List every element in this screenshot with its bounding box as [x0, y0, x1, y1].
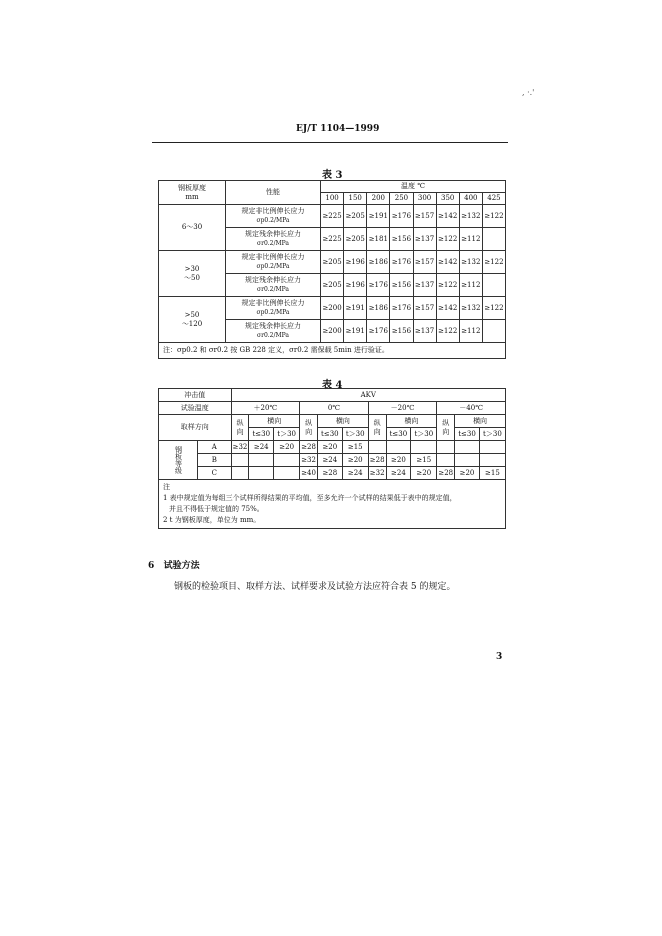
- t3-value: ≥205: [321, 251, 344, 274]
- t4-t-le30: t≤30: [317, 428, 342, 441]
- table-row: [159, 467, 506, 480]
- page-number: 3: [496, 652, 503, 662]
- t3-property: [226, 228, 321, 251]
- t4-value: ≥20: [342, 454, 368, 467]
- t3-value: ≥142: [436, 297, 459, 320]
- t4-temp: －20℃: [368, 402, 437, 415]
- table3: [158, 180, 506, 359]
- t4-value: ≥28: [300, 441, 318, 454]
- t3-value: ≥132: [459, 205, 482, 228]
- body-paragraph: 钢板的检验项目、取样方法、试样要求及试验方法应符合表 5 的规定。: [174, 582, 456, 592]
- t4-value: ≥24: [317, 454, 342, 467]
- t4-temp: 0℃: [300, 402, 369, 415]
- t3-property-symbol: σr0.2/MPa: [256, 332, 289, 339]
- t4-value: ≥20: [274, 441, 300, 454]
- t3-value: ≥156: [390, 274, 413, 297]
- t4-temp: －40℃: [437, 402, 506, 415]
- t4-longitudinal: 纵 向: [437, 415, 455, 441]
- t3-value: ≥176: [390, 297, 413, 320]
- t3-property: [226, 320, 321, 343]
- t4-transverse: 横向: [249, 415, 300, 428]
- t4-longitudinal: 纵 向: [231, 415, 249, 441]
- t4-t-gt30: t＞30: [274, 428, 300, 441]
- t3-temp-col: 200: [367, 193, 390, 205]
- t4-value: ≥32: [300, 454, 318, 467]
- t3-value: ≥122: [436, 274, 459, 297]
- scan-speck: , ·.': [522, 88, 535, 97]
- t4-transverse: 横向: [317, 415, 368, 428]
- t3-note: 注：σp0.2 和 σr0.2 按 GB 228 定义，σr0.2 需保载 5min 进行验证。: [159, 343, 506, 359]
- table4-title: 表 4: [322, 380, 343, 391]
- table4: [158, 388, 506, 529]
- t4-t-le30: t≤30: [455, 428, 480, 441]
- t3-value: ≥112: [459, 228, 482, 251]
- t4-transverse: 横向: [455, 415, 506, 428]
- t4-note-2: 2 t 为钢板厚度，单位为 mm。: [163, 516, 261, 524]
- t4-value: [479, 454, 505, 467]
- t3-value: ≥176: [390, 251, 413, 274]
- t3-value: ≥137: [413, 274, 436, 297]
- t3-value: ≥157: [413, 251, 436, 274]
- t3-value: ≥157: [413, 205, 436, 228]
- t4-notes: [159, 480, 506, 529]
- t4-value: ≥15: [479, 467, 505, 480]
- t3-property-symbol: σr0.2/MPa: [256, 240, 289, 247]
- table-row: [159, 441, 506, 454]
- t4-h-akv: AKV: [231, 389, 505, 402]
- t3-property: [226, 205, 321, 228]
- t3-h-thickness-label: 钢板厚度: [178, 183, 206, 192]
- t4-value: [274, 467, 300, 480]
- t3-value: ≥186: [367, 251, 390, 274]
- t3-value: ≥122: [482, 251, 505, 274]
- t4-transverse: 横向: [386, 415, 437, 428]
- t3-value: ≥137: [413, 228, 436, 251]
- t3-property: [226, 297, 321, 320]
- section-heading: [148, 558, 200, 571]
- t4-value: [274, 454, 300, 467]
- t4-value: ≥28: [317, 467, 342, 480]
- t4-value: ≥15: [411, 454, 437, 467]
- standard-code: EJ/T 1104—1999: [296, 124, 380, 134]
- t4-t-le30: t≤30: [386, 428, 411, 441]
- table-row: [159, 251, 506, 274]
- t4-longitudinal: 纵 向: [368, 415, 386, 441]
- table-row: [159, 297, 506, 320]
- t3-value: ≥191: [367, 205, 390, 228]
- t4-value: [411, 441, 437, 454]
- t4-value: ≥24: [342, 467, 368, 480]
- table-row: [159, 454, 506, 467]
- t3-value: ≥181: [367, 228, 390, 251]
- t3-value: ≥225: [321, 205, 344, 228]
- t4-value: [368, 441, 386, 454]
- t4-h-impact: 冲击值: [159, 389, 232, 402]
- t4-value: [249, 454, 274, 467]
- t3-value: ≥132: [459, 297, 482, 320]
- t3-value: ≥157: [413, 297, 436, 320]
- t3-property-name: 规定残余伸长应力: [245, 276, 301, 284]
- t3-temp-col: 250: [390, 193, 413, 205]
- t4-value: [249, 467, 274, 480]
- t3-property-name: 规定非比例伸长应力: [241, 253, 305, 261]
- t4-note-label: 注: [163, 483, 170, 491]
- t4-t-gt30: t＞30: [342, 428, 368, 441]
- t4-value: [386, 441, 411, 454]
- t3-property-name: 规定残余伸长应力: [245, 322, 301, 330]
- t3-property-symbol: σp0.2/MPa: [256, 217, 290, 224]
- t3-value: ≥200: [321, 297, 344, 320]
- t3-value: ≥122: [436, 320, 459, 343]
- t3-value: ≥225: [321, 228, 344, 251]
- t3-value: ≥122: [436, 228, 459, 251]
- t4-value: ≥24: [386, 467, 411, 480]
- t3-value: ≥176: [390, 205, 413, 228]
- t3-value: ≥205: [344, 205, 367, 228]
- t3-property: [226, 251, 321, 274]
- t3-value: ≥191: [344, 320, 367, 343]
- t4-value: ≥24: [249, 441, 274, 454]
- t3-value: ≥176: [367, 274, 390, 297]
- t4-t-gt30: t＞30: [479, 428, 505, 441]
- t4-value: ≥20: [317, 441, 342, 454]
- t4-value: [455, 441, 480, 454]
- t3-h-temperature: 温度 ℃: [321, 181, 506, 193]
- t3-value: ≥137: [413, 320, 436, 343]
- t3-value: ≥205: [321, 274, 344, 297]
- t3-value: ≥156: [390, 228, 413, 251]
- t3-property-name: 规定非比例伸长应力: [241, 207, 305, 215]
- t4-value: ≥28: [437, 467, 455, 480]
- t3-value: ≥132: [459, 251, 482, 274]
- t3-value: ≥112: [459, 274, 482, 297]
- t3-value: ≥156: [390, 320, 413, 343]
- t3-value: ≥196: [344, 274, 367, 297]
- t4-value: [231, 454, 249, 467]
- t4-value: ≥40: [300, 467, 318, 480]
- t3-property-symbol: σp0.2/MPa: [256, 309, 290, 316]
- t3-value: ≥142: [436, 251, 459, 274]
- t4-grade: A: [198, 441, 232, 454]
- header-rule: [152, 142, 508, 143]
- t3-value: [482, 320, 505, 343]
- t4-grade: C: [198, 467, 232, 480]
- t3-temp-col: 150: [344, 193, 367, 205]
- t3-temp-col: 425: [482, 193, 505, 205]
- t3-value: ≥186: [367, 297, 390, 320]
- t4-value: ≥20: [386, 454, 411, 467]
- t4-grade-header: 钢板等级: [159, 441, 198, 480]
- t3-value: ≥142: [436, 205, 459, 228]
- t3-value: ≥191: [344, 297, 367, 320]
- t3-value: ≥112: [459, 320, 482, 343]
- t4-value: [455, 454, 480, 467]
- t4-value: ≥32: [231, 441, 249, 454]
- t3-thickness: >30 ～50: [159, 251, 226, 297]
- t3-thickness: 6～30: [159, 205, 226, 251]
- t4-value: ≥20: [455, 467, 480, 480]
- t4-value: [479, 441, 505, 454]
- t3-property: [226, 274, 321, 297]
- t3-value: ≥122: [482, 205, 505, 228]
- t3-value: ≥122: [482, 297, 505, 320]
- t3-value: [482, 228, 505, 251]
- t4-value: ≥32: [368, 467, 386, 480]
- t3-h-property: 性能: [226, 181, 321, 205]
- t4-t-gt30: t＞30: [411, 428, 437, 441]
- t4-value: [437, 441, 455, 454]
- t3-property-name: 规定非比例伸长应力: [241, 299, 305, 307]
- t3-h-thickness: [159, 181, 226, 205]
- t4-t-le30: t≤30: [249, 428, 274, 441]
- section-title: 试验方法: [163, 561, 200, 571]
- t4-value: [437, 454, 455, 467]
- t3-temp-col: 400: [459, 193, 482, 205]
- t3-temp-col: 300: [413, 193, 436, 205]
- t3-h-thickness-unit: mm: [185, 192, 199, 201]
- t4-value: ≥20: [411, 467, 437, 480]
- t4-temp: ＋20℃: [231, 402, 300, 415]
- t3-property-symbol: σp0.2/MPa: [256, 263, 290, 270]
- section-number: 6: [148, 561, 155, 571]
- t3-value: [482, 274, 505, 297]
- t4-value: [231, 467, 249, 480]
- t4-h-test-temp: 试验温度: [159, 402, 232, 415]
- t4-longitudinal: 纵 向: [300, 415, 318, 441]
- t3-thickness: >50 ～120: [159, 297, 226, 343]
- t4-value: ≥15: [342, 441, 368, 454]
- t3-property-name: 规定残余伸长应力: [245, 230, 301, 238]
- t4-note-1: 1 表中规定值为每组三个试样所得结果的平均值，至多允许一个试样的结果低于表中的规定值，: [163, 494, 457, 502]
- t3-value: ≥196: [344, 251, 367, 274]
- t3-value: ≥205: [344, 228, 367, 251]
- table3-title: 表 3: [322, 170, 343, 181]
- t3-temp-col: 350: [436, 193, 459, 205]
- t3-value: ≥176: [367, 320, 390, 343]
- t3-value: ≥200: [321, 320, 344, 343]
- t4-value: ≥28: [368, 454, 386, 467]
- t4-grade: B: [198, 454, 232, 467]
- table-row: [159, 205, 506, 228]
- t3-temp-col: 100: [321, 193, 344, 205]
- t4-h-direction: 取样方向: [159, 415, 232, 441]
- t4-note-1b: 并且不得低于规定值的 75%。: [169, 505, 264, 513]
- t3-property-symbol: σr0.2/MPa: [256, 286, 289, 293]
